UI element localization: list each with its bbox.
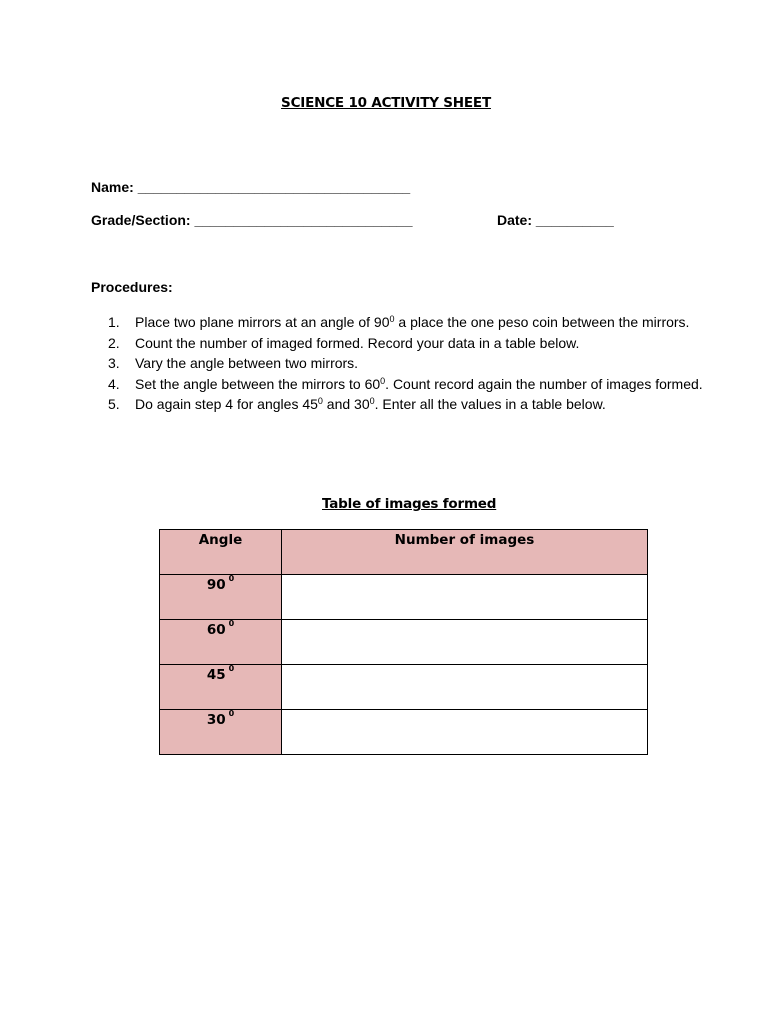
angle-value: 30 <box>206 712 226 728</box>
procedure-step <box>108 312 708 333</box>
angle-cell <box>160 710 282 755</box>
step-text: a place the one peso coin between the mirrors. <box>394 314 690 330</box>
name-blank: ___________________________________ <box>137 179 411 195</box>
step-text: Set the angle between the mirrors to 60 <box>135 375 381 392</box>
table-row <box>160 665 648 710</box>
angle-cell <box>160 620 282 665</box>
date-label: Date: <box>497 212 533 228</box>
degree-superscript: 0 <box>228 574 235 583</box>
table-row <box>160 620 648 665</box>
step-text: Place two plane mirrors at an angle of 90 <box>135 314 390 330</box>
number-of-images-cell[interactable] <box>282 620 648 665</box>
step-number: 2. <box>108 334 120 351</box>
angle-cell <box>160 575 282 620</box>
table-header-row <box>160 530 648 575</box>
procedure-step <box>108 353 708 374</box>
degree-superscript: 0 <box>317 396 323 406</box>
degree-superscript: 0 <box>228 664 235 673</box>
header-number-of-images: Number of images <box>282 530 648 575</box>
date-field <box>497 212 614 228</box>
procedure-step <box>108 374 708 395</box>
step-text: Count the number of imaged formed. Record your data in a table below. <box>135 334 580 351</box>
date-blank: __________ <box>535 212 614 228</box>
number-of-images-cell[interactable] <box>282 575 648 620</box>
degree-superscript: 0 <box>369 396 375 406</box>
angle-cell <box>160 665 282 710</box>
procedures-heading: Procedures: <box>91 279 173 295</box>
document-title: SCIENCE 10 ACTIVITY SHEET <box>281 95 491 111</box>
degree-superscript: 0 <box>228 709 235 718</box>
table-row <box>160 575 648 620</box>
step-text: . Count record again the number of images formed. <box>385 375 703 392</box>
table-row <box>160 710 648 755</box>
degree-superscript: 0 <box>228 619 235 628</box>
name-field <box>91 179 410 195</box>
number-of-images-cell[interactable] <box>282 710 648 755</box>
name-label: Name: <box>91 179 134 195</box>
procedure-step <box>108 394 708 415</box>
number-of-images-cell[interactable] <box>282 665 648 710</box>
step-number: 1. <box>108 314 120 330</box>
angle-value: 45 <box>206 667 226 683</box>
grade-section-label: Grade/Section: <box>91 212 191 228</box>
grade-section-blank: ____________________________ <box>194 212 413 228</box>
degree-superscript: 0 <box>380 375 386 386</box>
degree-superscript: 0 <box>389 314 395 324</box>
step-number: 3. <box>108 355 120 371</box>
angle-value: 60 <box>206 622 226 638</box>
angle-value: 90 <box>206 577 226 593</box>
step-text: and 30 <box>322 396 370 412</box>
step-text: . Enter all the values in a table below. <box>374 396 606 412</box>
step-number: 5. <box>108 396 120 412</box>
images-table <box>159 529 648 755</box>
procedure-steps <box>108 312 708 415</box>
procedure-step <box>108 333 708 354</box>
step-text: Do again step 4 for angles 45 <box>135 396 318 412</box>
grade-section-field <box>91 212 413 228</box>
table-caption: Table of images formed <box>322 496 497 512</box>
header-angle: Angle <box>160 530 282 575</box>
step-text: Vary the angle between two mirrors. <box>135 355 359 371</box>
step-number: 4. <box>108 375 120 392</box>
